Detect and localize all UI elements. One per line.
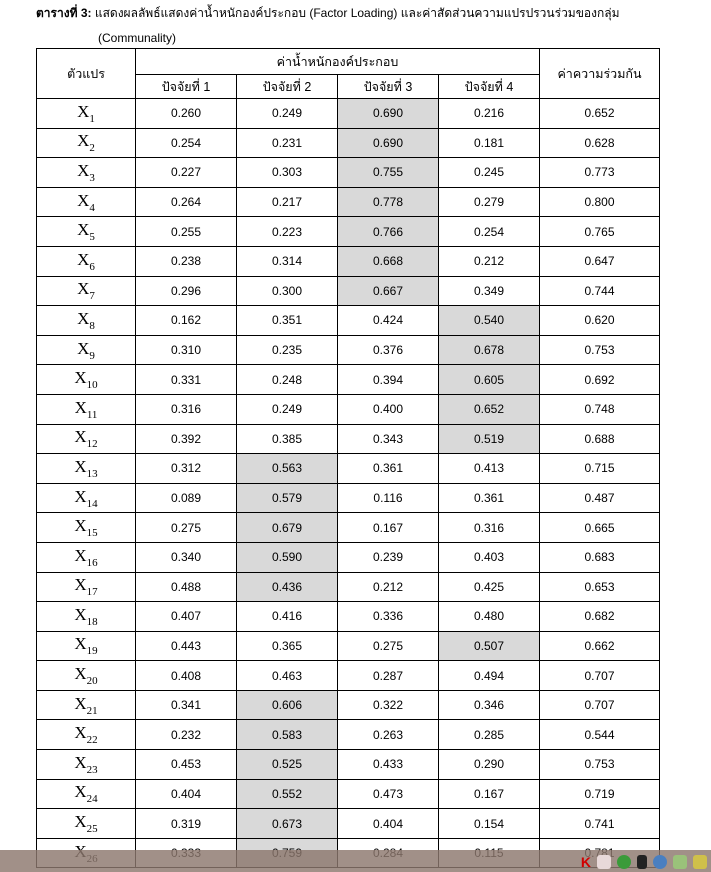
variable-name: X bbox=[74, 604, 87, 624]
table-row bbox=[37, 187, 660, 217]
factor-3-loading: 0.690 bbox=[338, 99, 439, 129]
communality-value: 0.707 bbox=[540, 661, 660, 691]
variable-cell bbox=[37, 513, 136, 543]
variable-name: X bbox=[74, 427, 87, 447]
factor-4-loading: 0.605 bbox=[439, 365, 540, 395]
variable-cell bbox=[37, 750, 136, 780]
speaker-icon[interactable] bbox=[637, 855, 647, 869]
factor-header-4: ปัจจัยที่ 4 bbox=[439, 75, 540, 99]
variable-name: X bbox=[77, 160, 90, 180]
system-tray bbox=[581, 855, 707, 869]
variable-cell bbox=[37, 483, 136, 513]
communality-value: 0.628 bbox=[540, 128, 660, 158]
variable-subscript: 17 bbox=[86, 586, 98, 599]
variable-cell bbox=[37, 572, 136, 602]
variable-subscript: 12 bbox=[86, 438, 98, 451]
table-row bbox=[37, 809, 660, 839]
factor-2-loading: 0.365 bbox=[237, 631, 338, 661]
factor-1-loading: 0.319 bbox=[136, 809, 237, 839]
table-row bbox=[37, 128, 660, 158]
variable-name: X bbox=[74, 575, 87, 595]
factor-1-loading: 0.404 bbox=[136, 779, 237, 809]
factor-3-loading: 0.433 bbox=[338, 750, 439, 780]
variable-cell bbox=[37, 187, 136, 217]
factor-2-loading: 0.223 bbox=[237, 217, 338, 247]
factor-3-loading: 0.755 bbox=[338, 158, 439, 188]
variable-name: X bbox=[74, 693, 87, 713]
factor-loading-table bbox=[36, 48, 660, 868]
factor-3-loading: 0.376 bbox=[338, 335, 439, 365]
factor-3-loading: 0.116 bbox=[338, 483, 439, 513]
factor-4-loading: 0.154 bbox=[439, 809, 540, 839]
factor-1-loading: 0.310 bbox=[136, 335, 237, 365]
variable-subscript: 4 bbox=[89, 201, 95, 214]
battery-icon[interactable] bbox=[693, 855, 707, 869]
communality-value: 0.765 bbox=[540, 217, 660, 247]
communality-value: 0.753 bbox=[540, 335, 660, 365]
variable-name: X bbox=[77, 190, 90, 210]
factor-2-loading: 0.590 bbox=[237, 542, 338, 572]
variable-subscript: 5 bbox=[89, 231, 95, 244]
factor-1-loading: 0.238 bbox=[136, 246, 237, 276]
communality-value: 0.487 bbox=[540, 483, 660, 513]
k-icon[interactable]: K bbox=[580, 854, 591, 870]
factor-1-loading: 0.162 bbox=[136, 306, 237, 336]
table-caption bbox=[36, 5, 696, 45]
factor-header-3: ปัจจัยที่ 3 bbox=[338, 75, 439, 99]
factor-4-loading: 0.181 bbox=[439, 128, 540, 158]
factor-3-loading: 0.322 bbox=[338, 690, 439, 720]
variable-cell bbox=[37, 99, 136, 129]
variable-name: X bbox=[74, 516, 87, 536]
variable-subscript: 21 bbox=[86, 704, 98, 717]
factor-3-loading: 0.404 bbox=[338, 809, 439, 839]
factor-1-loading: 0.089 bbox=[136, 483, 237, 513]
factor-4-loading: 0.361 bbox=[439, 483, 540, 513]
variable-subscript: 6 bbox=[89, 260, 95, 273]
factor-1-loading: 0.264 bbox=[136, 187, 237, 217]
communality-value: 0.620 bbox=[540, 306, 660, 336]
table-row bbox=[37, 750, 660, 780]
factor-2-loading: 0.300 bbox=[237, 276, 338, 306]
variable-name: X bbox=[74, 486, 87, 506]
variable-subscript: 1 bbox=[89, 112, 95, 125]
variable-subscript: 24 bbox=[86, 793, 98, 806]
variable-cell bbox=[37, 335, 136, 365]
factor-1-loading: 0.453 bbox=[136, 750, 237, 780]
factor-4-loading: 0.279 bbox=[439, 187, 540, 217]
factor-2-loading: 0.351 bbox=[237, 306, 338, 336]
variable-cell bbox=[37, 217, 136, 247]
variable-name: X bbox=[74, 664, 87, 684]
factor-2-loading: 0.463 bbox=[237, 661, 338, 691]
table-row bbox=[37, 483, 660, 513]
variable-cell bbox=[37, 394, 136, 424]
factor-4-loading: 0.678 bbox=[439, 335, 540, 365]
variable-subscript: 19 bbox=[86, 645, 98, 658]
factor-2-loading: 0.673 bbox=[237, 809, 338, 839]
variable-name: X bbox=[74, 634, 87, 654]
factor-1-loading: 0.232 bbox=[136, 720, 237, 750]
factor-3-loading: 0.239 bbox=[338, 542, 439, 572]
variable-subscript: 3 bbox=[89, 171, 95, 184]
factor-header-2: ปัจจัยที่ 2 bbox=[237, 75, 338, 99]
communality-value: 0.753 bbox=[540, 750, 660, 780]
factor-3-loading: 0.212 bbox=[338, 572, 439, 602]
chat-icon[interactable] bbox=[617, 855, 631, 869]
factor-2-loading: 0.303 bbox=[237, 158, 338, 188]
variable-name: X bbox=[74, 368, 87, 388]
variable-cell bbox=[37, 276, 136, 306]
variable-subscript: 22 bbox=[86, 734, 98, 747]
factor-2-loading: 0.436 bbox=[237, 572, 338, 602]
flag-icon[interactable] bbox=[597, 855, 611, 869]
variable-name: X bbox=[77, 338, 90, 358]
factor-4-loading: 0.413 bbox=[439, 454, 540, 484]
factor-1-loading: 0.275 bbox=[136, 513, 237, 543]
variable-subscript: 14 bbox=[86, 497, 98, 510]
factor-4-loading: 0.480 bbox=[439, 602, 540, 632]
table-row bbox=[37, 572, 660, 602]
variable-subscript: 7 bbox=[89, 290, 95, 303]
variable-subscript: 15 bbox=[86, 527, 98, 540]
variable-subscript: 11 bbox=[86, 408, 98, 421]
factor-2-loading: 0.606 bbox=[237, 690, 338, 720]
factor-3-loading: 0.275 bbox=[338, 631, 439, 661]
factor-4-loading: 0.346 bbox=[439, 690, 540, 720]
network-icon[interactable] bbox=[673, 855, 687, 869]
variable-cell bbox=[37, 661, 136, 691]
communality-value: 0.665 bbox=[540, 513, 660, 543]
table-row bbox=[37, 779, 660, 809]
factor-3-loading: 0.263 bbox=[338, 720, 439, 750]
factor-3-loading: 0.668 bbox=[338, 246, 439, 276]
table-row bbox=[37, 542, 660, 572]
factor-2-loading: 0.217 bbox=[237, 187, 338, 217]
variable-cell bbox=[37, 306, 136, 336]
factor-2-loading: 0.231 bbox=[237, 128, 338, 158]
table-row bbox=[37, 690, 660, 720]
table-row bbox=[37, 513, 660, 543]
variable-name: X bbox=[77, 101, 90, 121]
communality-value: 0.653 bbox=[540, 572, 660, 602]
factor-3-loading: 0.361 bbox=[338, 454, 439, 484]
variable-name: X bbox=[77, 131, 90, 151]
communality-value: 0.688 bbox=[540, 424, 660, 454]
variable-cell bbox=[37, 809, 136, 839]
factor-3-loading: 0.473 bbox=[338, 779, 439, 809]
factor-4-loading: 0.285 bbox=[439, 720, 540, 750]
factor-3-loading: 0.690 bbox=[338, 128, 439, 158]
factor-4-loading: 0.507 bbox=[439, 631, 540, 661]
table-row bbox=[37, 335, 660, 365]
factor-4-loading: 0.290 bbox=[439, 750, 540, 780]
communality-value: 0.744 bbox=[540, 276, 660, 306]
variable-name: X bbox=[77, 308, 90, 328]
factor-1-loading: 0.407 bbox=[136, 602, 237, 632]
variable-subscript: 20 bbox=[86, 675, 98, 688]
table-row bbox=[37, 276, 660, 306]
factor-1-loading: 0.312 bbox=[136, 454, 237, 484]
communality-value: 0.741 bbox=[540, 809, 660, 839]
caption-label: ตารางที่ 3: bbox=[36, 6, 92, 20]
factor-3-loading: 0.394 bbox=[338, 365, 439, 395]
factor-2-loading: 0.525 bbox=[237, 750, 338, 780]
factor-2-loading: 0.679 bbox=[237, 513, 338, 543]
variable-subscript: 9 bbox=[89, 349, 95, 362]
caption-text: แสดงผลลัพธ์แสดงค่าน้ำหนักองค์ประกอบ (Factor Loading) และค่าสัดส่วนความแปรปรวนร่วมของกลุ่ม bbox=[94, 6, 620, 20]
variable-name: X bbox=[74, 545, 87, 565]
variable-name: X bbox=[74, 752, 87, 772]
factor-3-loading: 0.400 bbox=[338, 394, 439, 424]
factor-4-loading: 0.254 bbox=[439, 217, 540, 247]
table-body bbox=[37, 99, 660, 868]
table-row bbox=[37, 424, 660, 454]
communality-value: 0.800 bbox=[540, 187, 660, 217]
factor-4-loading: 0.212 bbox=[439, 246, 540, 276]
variable-name: X bbox=[74, 782, 87, 802]
taskbar bbox=[0, 850, 711, 872]
factor-4-loading: 0.425 bbox=[439, 572, 540, 602]
communality-value: 0.692 bbox=[540, 365, 660, 395]
communality-value: 0.715 bbox=[540, 454, 660, 484]
factor-4-loading: 0.216 bbox=[439, 99, 540, 129]
communality-value: 0.647 bbox=[540, 246, 660, 276]
table-row bbox=[37, 602, 660, 632]
factor-4-loading: 0.316 bbox=[439, 513, 540, 543]
table-row bbox=[37, 720, 660, 750]
table-row bbox=[37, 661, 660, 691]
variable-subscript: 13 bbox=[86, 467, 98, 480]
communality-value: 0.719 bbox=[540, 779, 660, 809]
factor-1-loading: 0.296 bbox=[136, 276, 237, 306]
factor-4-loading: 0.540 bbox=[439, 306, 540, 336]
variable-name: X bbox=[77, 279, 90, 299]
communality-value: 0.662 bbox=[540, 631, 660, 661]
variable-subscript: 16 bbox=[86, 556, 98, 569]
table-row bbox=[37, 99, 660, 129]
factor-4-loading: 0.167 bbox=[439, 779, 540, 809]
globe-icon[interactable] bbox=[653, 855, 667, 869]
variable-subscript: 25 bbox=[86, 823, 98, 836]
table-row bbox=[37, 306, 660, 336]
factor-3-loading: 0.336 bbox=[338, 602, 439, 632]
variable-cell bbox=[37, 542, 136, 572]
variable-subscript: 23 bbox=[86, 763, 98, 776]
communality-value: 0.707 bbox=[540, 690, 660, 720]
factor-4-loading: 0.652 bbox=[439, 394, 540, 424]
variable-subscript: 10 bbox=[86, 379, 98, 392]
table-row bbox=[37, 158, 660, 188]
factor-2-loading: 0.385 bbox=[237, 424, 338, 454]
factor-2-loading: 0.563 bbox=[237, 454, 338, 484]
communality-value: 0.683 bbox=[540, 542, 660, 572]
factor-1-loading: 0.340 bbox=[136, 542, 237, 572]
variable-cell bbox=[37, 631, 136, 661]
factor-1-loading: 0.488 bbox=[136, 572, 237, 602]
factor-4-loading: 0.349 bbox=[439, 276, 540, 306]
communality-value: 0.544 bbox=[540, 720, 660, 750]
variable-subscript: 18 bbox=[86, 615, 98, 628]
table-row bbox=[37, 217, 660, 247]
table-row bbox=[37, 365, 660, 395]
factor-1-loading: 0.316 bbox=[136, 394, 237, 424]
factor-2-loading: 0.235 bbox=[237, 335, 338, 365]
factor-4-loading: 0.403 bbox=[439, 542, 540, 572]
factor-2-loading: 0.249 bbox=[237, 394, 338, 424]
factor-1-loading: 0.392 bbox=[136, 424, 237, 454]
factor-1-loading: 0.227 bbox=[136, 158, 237, 188]
factor-1-loading: 0.254 bbox=[136, 128, 237, 158]
variable-name: X bbox=[74, 812, 87, 832]
communality-value: 0.748 bbox=[540, 394, 660, 424]
factor-3-loading: 0.766 bbox=[338, 217, 439, 247]
variable-cell bbox=[37, 158, 136, 188]
factor-3-loading: 0.287 bbox=[338, 661, 439, 691]
variable-cell bbox=[37, 602, 136, 632]
communality-value: 0.682 bbox=[540, 602, 660, 632]
factor-2-loading: 0.416 bbox=[237, 602, 338, 632]
factor-4-loading: 0.519 bbox=[439, 424, 540, 454]
table-row bbox=[37, 454, 660, 484]
factor-2-loading: 0.248 bbox=[237, 365, 338, 395]
factor-2-loading: 0.552 bbox=[237, 779, 338, 809]
factor-1-loading: 0.408 bbox=[136, 661, 237, 691]
loading-header: ค่าน้ำหนักองค์ประกอบ bbox=[136, 49, 540, 75]
table-row bbox=[37, 394, 660, 424]
factor-1-loading: 0.260 bbox=[136, 99, 237, 129]
factor-3-loading: 0.343 bbox=[338, 424, 439, 454]
communality-value: 0.773 bbox=[540, 158, 660, 188]
factor-3-loading: 0.424 bbox=[338, 306, 439, 336]
variable-cell bbox=[37, 128, 136, 158]
caption-text-line2: (Communality) bbox=[98, 31, 177, 45]
factor-1-loading: 0.331 bbox=[136, 365, 237, 395]
factor-4-loading: 0.245 bbox=[439, 158, 540, 188]
factor-2-loading: 0.583 bbox=[237, 720, 338, 750]
variable-name: X bbox=[77, 220, 90, 240]
variable-cell bbox=[37, 365, 136, 395]
factor-2-loading: 0.249 bbox=[237, 99, 338, 129]
factor-2-loading: 0.314 bbox=[237, 246, 338, 276]
variable-cell bbox=[37, 779, 136, 809]
variable-name: X bbox=[74, 456, 87, 476]
variable-name: X bbox=[74, 723, 87, 743]
variable-cell bbox=[37, 690, 136, 720]
variable-name: X bbox=[74, 397, 87, 417]
factor-1-loading: 0.443 bbox=[136, 631, 237, 661]
factor-header-1: ปัจจัยที่ 1 bbox=[136, 75, 237, 99]
variable-cell bbox=[37, 424, 136, 454]
factor-3-loading: 0.167 bbox=[338, 513, 439, 543]
variable-cell bbox=[37, 246, 136, 276]
variable-cell bbox=[37, 720, 136, 750]
variable-cell bbox=[37, 454, 136, 484]
table-row bbox=[37, 246, 660, 276]
variable-name: X bbox=[77, 249, 90, 269]
factor-1-loading: 0.255 bbox=[136, 217, 237, 247]
factor-3-loading: 0.778 bbox=[338, 187, 439, 217]
variable-header: ตัวแปร bbox=[37, 49, 136, 99]
factor-4-loading: 0.494 bbox=[439, 661, 540, 691]
communality-value: 0.652 bbox=[540, 99, 660, 129]
factor-2-loading: 0.579 bbox=[237, 483, 338, 513]
factor-1-loading: 0.341 bbox=[136, 690, 237, 720]
table-row bbox=[37, 631, 660, 661]
variable-subscript: 8 bbox=[89, 319, 95, 332]
variable-subscript: 2 bbox=[89, 142, 95, 155]
communality-header: ค่าความร่วมกัน bbox=[540, 49, 660, 99]
factor-3-loading: 0.667 bbox=[338, 276, 439, 306]
